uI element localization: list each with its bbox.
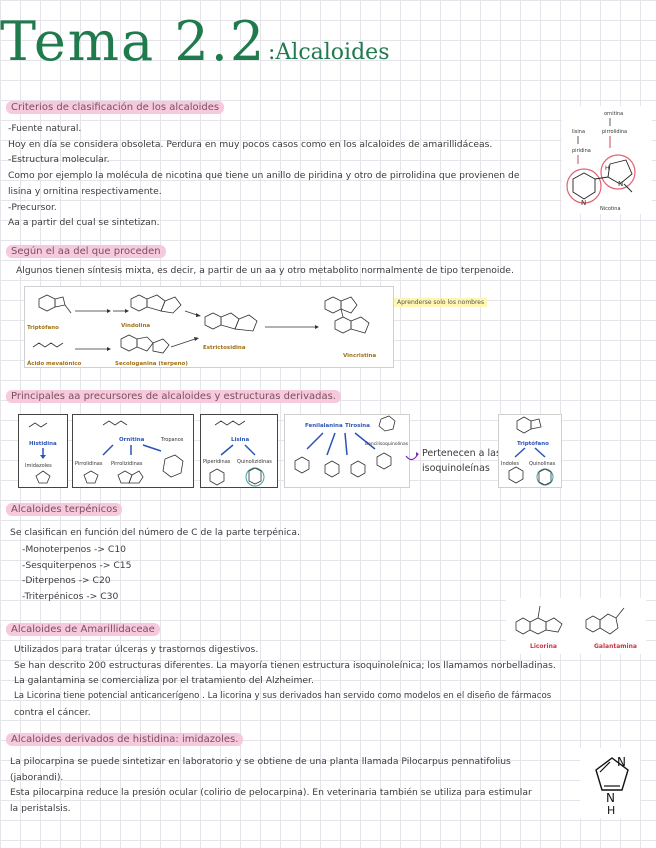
names-note: Aprenderse solo los nombres bbox=[394, 298, 487, 307]
page-title: Tema 2.2 bbox=[0, 10, 267, 73]
terpenicos-item: -Diterpenos -> C20 bbox=[22, 575, 111, 587]
heading-amarillidaceae: Alcaloides de Amarillidaceae bbox=[6, 623, 160, 636]
amarillidaceae-text bbox=[14, 642, 644, 721]
lisina-box bbox=[200, 414, 278, 488]
criterios-line: Hoy en día se considera obsoleta. Perdura en muy pocos casos como en los alcaloides de amarillidáceas. bbox=[8, 138, 493, 150]
histidina-box bbox=[18, 414, 68, 488]
amarillidaceae-line: Utilizados para tratar úlceras y trastornos digestivos. bbox=[14, 644, 259, 655]
criterios-line: lisina y ornitina respectivamente. bbox=[8, 185, 162, 197]
tropanos-label: Tropanos bbox=[161, 437, 184, 443]
amarillidaceae-line: Se han descrito 200 estructuras diferentes. La mayoría tienen estructura isoquinoleínica; los llamamos norbelladinas. bbox=[14, 659, 556, 671]
heading-segun: Según el aa del que proceden bbox=[6, 245, 166, 258]
terpenicos-item: -Triterpénicos -> C30 bbox=[22, 591, 119, 603]
histidina-line: La pilocarpina se puede sintetizar en laboratorio y se obtiene de una planta llamada Pilocarpus pennatifolius bbox=[10, 756, 511, 767]
heading-terpenicos: Alcaloides terpénicos bbox=[6, 503, 122, 516]
vincristina-label: Vincristina bbox=[343, 353, 377, 359]
ornitina-label: ornitina bbox=[604, 111, 624, 117]
secologanina-label: Secologanina (terpeno) bbox=[115, 361, 188, 367]
pertenecen-note bbox=[422, 446, 501, 476]
heading-criterios: Criterios de clasificación de los alcaloides bbox=[6, 101, 224, 114]
piridina-label: piridina bbox=[572, 148, 591, 154]
tirosina-label: Tirosina bbox=[345, 423, 370, 429]
fenilalanina-box bbox=[284, 414, 410, 488]
acido-label: Ácido mevalónico bbox=[27, 361, 82, 367]
criterios-line: -Precursor. bbox=[8, 201, 57, 213]
heading-histidina: Alcaloides derivados de histidina: imidazoles. bbox=[6, 733, 243, 746]
fenilalanina-label: Fenilalanina bbox=[305, 423, 343, 429]
histidina-line: Esta pilocarpina reduce la presión ocular (colirio de pelocarpina). En veterinaria también se utiliza para estimular bbox=[10, 787, 532, 799]
triptofano-label: Triptófano bbox=[27, 325, 59, 331]
triptofano-box bbox=[498, 414, 562, 488]
terpenicos-text: Se clasifican en función del número de C de la parte terpénica. bbox=[10, 527, 300, 538]
criterios-line: -Fuente natural. bbox=[8, 123, 82, 134]
quinolizidinas-label: Quinolizidinas bbox=[237, 459, 272, 465]
pertenecen-line: isoquinoleínas bbox=[422, 463, 490, 474]
terpenicos-item: -Monoterpenos -> C10 bbox=[22, 544, 127, 555]
amarillidaceae-line: La galantamina se comercializa por el tratamiento del Alzheimer. bbox=[14, 675, 314, 687]
estrictosidina-label: Estrictosidina bbox=[203, 345, 246, 351]
bracket-arrow bbox=[404, 450, 420, 466]
pirrolidinas-label: Pirrolidinas bbox=[75, 461, 103, 467]
vincristine-biosynthesis-figure bbox=[24, 286, 394, 368]
terpenicos-item: -Sesquiterpenos -> C15 bbox=[22, 559, 132, 571]
criterios-line: -Estructura molecular. bbox=[8, 154, 110, 166]
terpenicos-list bbox=[22, 542, 132, 605]
page-subtitle: :Alcaloides bbox=[268, 40, 390, 65]
amarillidaceae-line: La Licorina tiene potencial anticancerígeno . La licorina y sus derivados han servido como modelos en el diseño de fármacos bbox=[14, 691, 552, 702]
histidina-line: (jaborandi). bbox=[10, 771, 64, 783]
imidazole-h: H bbox=[607, 804, 616, 817]
criterios-line: Aa a partir del cual se sintetizan. bbox=[8, 217, 160, 229]
nicotine-structure-figure bbox=[562, 106, 652, 214]
triptofano-label: Triptófano bbox=[517, 441, 549, 447]
indoles-label: Indoles bbox=[501, 461, 519, 467]
imidazoles-label: Imidazoles bbox=[25, 463, 52, 469]
pirrolidina-label: pirrolidina bbox=[602, 129, 628, 135]
galantamina-label: Galantamina bbox=[594, 643, 637, 650]
amarillidaceae-line: contra el cáncer. bbox=[14, 706, 91, 718]
pirrolizidinas-label: Pirrolizidinas bbox=[111, 461, 143, 467]
bencilisoquinolinas-label: Bencilisoquinolinas bbox=[365, 442, 409, 447]
histidina-line: la peristalsis. bbox=[10, 803, 71, 815]
segun-text: Algunos tienen síntesis mixta, es decir, a partir de un aa y otro metabolito normalmente de tipo terpenoide. bbox=[16, 265, 514, 276]
ornitina-label: Ornitina bbox=[119, 437, 145, 443]
piperidinas-label: Piperidinas bbox=[203, 459, 231, 465]
imidazole-structure bbox=[580, 748, 640, 818]
histidina-text bbox=[10, 754, 580, 817]
ornitina-box bbox=[72, 414, 194, 488]
criterios-line: Como por ejemplo la molécula de nicotina que tiene un anillo de piridina y otro de pirrolidina que provienen de bbox=[8, 170, 520, 182]
lisina-label: Lisina bbox=[231, 437, 250, 443]
histidina-label: Histidina bbox=[29, 441, 57, 447]
nicotina-label: Nicotina bbox=[600, 206, 621, 212]
criterios-text bbox=[8, 121, 568, 231]
vindolina-label: Vindolina bbox=[121, 323, 151, 329]
pyridine-n: N bbox=[581, 199, 587, 207]
imidazole-n-top: N bbox=[617, 755, 626, 769]
pertenecen-line: Pertenecen a las bbox=[422, 448, 501, 459]
licorina-label: Licorina bbox=[530, 643, 557, 650]
imidazole-n-bottom: N bbox=[606, 791, 615, 805]
quinolinas-label: Quinolinas bbox=[529, 461, 556, 467]
lisina-label: lisina bbox=[572, 129, 586, 135]
pyrrolidine-n: N bbox=[618, 180, 624, 188]
heading-principales: Principales aa precursores de alcaloides y estructuras derivadas. bbox=[6, 390, 341, 403]
h-label: H bbox=[605, 165, 610, 172]
